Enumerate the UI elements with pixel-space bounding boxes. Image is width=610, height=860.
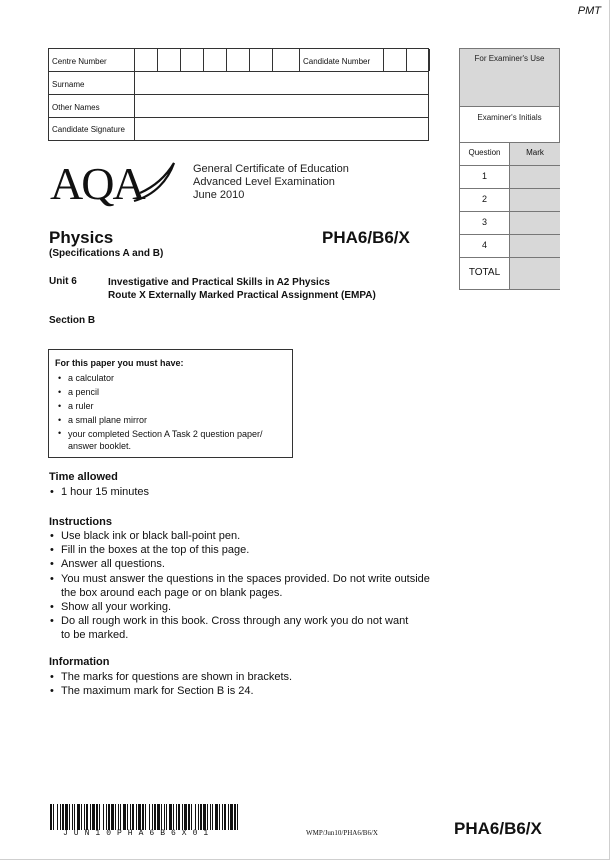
signature-label: Candidate Signature bbox=[49, 118, 135, 140]
mark-cell[interactable] bbox=[510, 189, 560, 212]
time-allowed-section bbox=[49, 471, 149, 499]
barcode-bar bbox=[123, 804, 126, 830]
centre-number-box[interactable] bbox=[135, 49, 158, 71]
barcode-bar bbox=[118, 804, 119, 830]
list-item-continuation: the box around each page or on blank pages. bbox=[61, 586, 283, 599]
requirements-box bbox=[48, 349, 293, 458]
question-number: 4 bbox=[460, 235, 510, 258]
footer-paper-code: PHA6/B6/X bbox=[454, 819, 542, 838]
centre-number-box[interactable] bbox=[158, 49, 181, 71]
barcode-bar bbox=[166, 804, 167, 830]
information-section bbox=[49, 656, 292, 698]
barcode-bar bbox=[212, 804, 213, 830]
exam-info bbox=[193, 163, 349, 202]
aqa-logo bbox=[50, 155, 180, 210]
barcode-bar bbox=[152, 804, 153, 830]
barcode-bar bbox=[111, 804, 114, 830]
unit-title-line: Investigative and Practical Skills in A2 Physics bbox=[108, 277, 330, 288]
examiner-initials-label: Examiner's Initials bbox=[460, 107, 559, 143]
aqa-logo-text: AQA bbox=[50, 158, 144, 209]
candidate-details-table bbox=[48, 48, 429, 141]
list-item: • The maximum mark for Section B is 24. bbox=[49, 684, 292, 698]
instructions-section bbox=[49, 516, 430, 643]
barcode-bar bbox=[103, 804, 104, 830]
requirements-list bbox=[55, 371, 286, 452]
barcode-bar bbox=[62, 804, 64, 830]
surname-field[interactable] bbox=[135, 72, 428, 94]
barcode-bar bbox=[210, 804, 211, 830]
instructions-heading: Instructions bbox=[49, 516, 112, 528]
list-item-text: answer booklet. bbox=[68, 441, 132, 451]
barcode-bar bbox=[90, 804, 91, 830]
list-item: • You must answer the questions in the spaces provided. Do not write outside bbox=[49, 572, 430, 586]
barcode-bar bbox=[195, 804, 196, 830]
barcode-bar bbox=[222, 804, 223, 830]
unit-title bbox=[108, 276, 376, 302]
list-item: • a pencil bbox=[55, 385, 286, 399]
barcode-bar bbox=[60, 804, 61, 830]
barcode-bar bbox=[215, 804, 218, 830]
barcode-bar bbox=[127, 804, 128, 830]
centre-number-box[interactable] bbox=[181, 49, 204, 71]
list-item-text: your completed Section A Task 2 question paper/ bbox=[68, 429, 263, 439]
barcode-bar bbox=[219, 804, 220, 830]
barcode-bar bbox=[108, 804, 110, 830]
wmp-reference: WMP/Jun10/PHA6/B6/X bbox=[306, 829, 378, 837]
unit-label: Unit 6 bbox=[49, 276, 77, 287]
barcode-bar bbox=[184, 804, 187, 830]
barcode-bar bbox=[234, 804, 236, 830]
barcode-bar bbox=[228, 804, 229, 830]
barcode-bar bbox=[115, 804, 116, 830]
barcode-bar bbox=[169, 804, 172, 830]
list-item: • The marks for questions are shown in brackets. bbox=[49, 670, 292, 684]
question-number: 2 bbox=[460, 189, 510, 212]
barcode-bar bbox=[145, 804, 146, 830]
barcode-bar bbox=[178, 804, 180, 830]
barcode-bar bbox=[77, 804, 80, 830]
instructions-list bbox=[49, 529, 430, 643]
question-header: Question bbox=[460, 143, 510, 166]
barcode-bar bbox=[207, 804, 208, 830]
section-label: Section B bbox=[49, 315, 96, 326]
list-item: • Fill in the boxes at the top of this page. bbox=[49, 543, 430, 557]
barcode-bar bbox=[72, 804, 73, 830]
barcode-bar bbox=[130, 804, 131, 830]
list-item: • 1 hour 15 minutes bbox=[49, 485, 149, 499]
barcode-bar bbox=[237, 804, 238, 830]
barcode-bar bbox=[224, 804, 226, 830]
exam-info-line: June 2010 bbox=[193, 189, 245, 201]
question-number: 3 bbox=[460, 212, 510, 235]
total-mark-cell[interactable] bbox=[510, 258, 560, 289]
barcode-bar bbox=[142, 804, 144, 830]
barcode-bar bbox=[176, 804, 177, 830]
centre-number-label: Centre Number bbox=[49, 49, 135, 71]
barcode-bar bbox=[120, 804, 121, 830]
candidate-number-label: Candidate Number bbox=[300, 49, 384, 71]
barcode-bar bbox=[50, 804, 52, 830]
signature-row bbox=[49, 118, 428, 140]
centre-number-box[interactable] bbox=[250, 49, 273, 71]
list-item: • Answer all questions. bbox=[49, 557, 430, 571]
barcode-bar bbox=[69, 804, 70, 830]
list-item bbox=[55, 427, 286, 452]
mark-cell[interactable] bbox=[510, 166, 560, 189]
barcode-bar bbox=[164, 804, 165, 830]
barcode-bar bbox=[200, 804, 202, 830]
list-item: • a small plane mirror bbox=[55, 413, 286, 427]
barcode-bar bbox=[132, 804, 134, 830]
barcode-bar bbox=[198, 804, 199, 830]
other-names-field[interactable] bbox=[135, 95, 428, 117]
barcode-bar bbox=[149, 804, 150, 830]
subject-title: Physics bbox=[49, 228, 114, 247]
specifications: (Specifications A and B) bbox=[49, 248, 164, 259]
mark-cell[interactable] bbox=[510, 235, 560, 258]
barcode-bar bbox=[106, 804, 107, 830]
list-item: • a calculator bbox=[55, 371, 286, 385]
examiner-use-label: For Examiner's Use bbox=[460, 49, 559, 107]
list-item: • Use black ink or black ball-point pen. bbox=[49, 529, 430, 543]
barcode-bar bbox=[191, 804, 192, 830]
examiner-use-box bbox=[459, 48, 560, 290]
time-list bbox=[49, 485, 149, 499]
barcode-bar bbox=[182, 804, 183, 830]
barcode-bar bbox=[86, 804, 88, 830]
information-list bbox=[49, 670, 292, 698]
other-names-label: Other Names bbox=[49, 95, 135, 117]
list-item-continuation: to be marked. bbox=[61, 629, 129, 642]
mark-cell[interactable] bbox=[510, 212, 560, 235]
list-item: • Do all rough work in this book. Cross through any work you do not want bbox=[49, 614, 430, 628]
barcode bbox=[50, 804, 242, 830]
barcode-bar bbox=[173, 804, 174, 830]
barcode-bar bbox=[161, 804, 162, 830]
barcode-bar bbox=[81, 804, 82, 830]
total-label: TOTAL bbox=[460, 258, 510, 289]
barcode-bar bbox=[57, 804, 58, 830]
requirements-title: For this paper you must have: bbox=[55, 358, 184, 368]
question-number: 1 bbox=[460, 166, 510, 189]
barcode-bar bbox=[99, 804, 100, 830]
centre-number-box[interactable] bbox=[227, 49, 250, 71]
pmt-mark: PMT bbox=[577, 5, 601, 17]
exam-info-line: General Certificate of Education bbox=[193, 163, 349, 175]
candidate-number-box[interactable] bbox=[407, 49, 430, 71]
centre-number-box[interactable] bbox=[204, 49, 227, 71]
barcode-bar bbox=[154, 804, 156, 830]
barcode-bar bbox=[230, 804, 233, 830]
barcode-bar bbox=[157, 804, 160, 830]
list-item: • a ruler bbox=[55, 399, 286, 413]
unit-title-line: Route X Externally Marked Practical Assignment (EMPA) bbox=[108, 290, 376, 301]
list-item: • Show all your working. bbox=[49, 600, 430, 614]
other-names-row bbox=[49, 95, 428, 118]
surname-row bbox=[49, 72, 428, 95]
exam-info-line: Advanced Level Examination bbox=[193, 176, 335, 188]
surname-label: Surname bbox=[49, 72, 135, 94]
candidate-number-box[interactable] bbox=[384, 49, 407, 71]
barcode-bar bbox=[53, 804, 54, 830]
barcode-bar bbox=[65, 804, 68, 830]
information-heading: Information bbox=[49, 656, 110, 668]
barcode-bar bbox=[84, 804, 85, 830]
barcode-text: JUN10PHA6B6X01 bbox=[63, 829, 215, 838]
mark-header: Mark bbox=[510, 143, 560, 166]
barcode-bar bbox=[74, 804, 75, 830]
barcode-bar bbox=[136, 804, 137, 830]
barcode-bar bbox=[92, 804, 95, 830]
barcode-bar bbox=[188, 804, 190, 830]
time-heading: Time allowed bbox=[49, 471, 118, 483]
barcode-bar bbox=[203, 804, 206, 830]
barcode-bar bbox=[138, 804, 141, 830]
paper-code: PHA6/B6/X bbox=[322, 228, 410, 247]
signature-field[interactable] bbox=[135, 118, 428, 140]
barcode-bar bbox=[96, 804, 98, 830]
centre-number-box[interactable] bbox=[273, 49, 300, 71]
centre-candidate-row bbox=[49, 49, 428, 72]
